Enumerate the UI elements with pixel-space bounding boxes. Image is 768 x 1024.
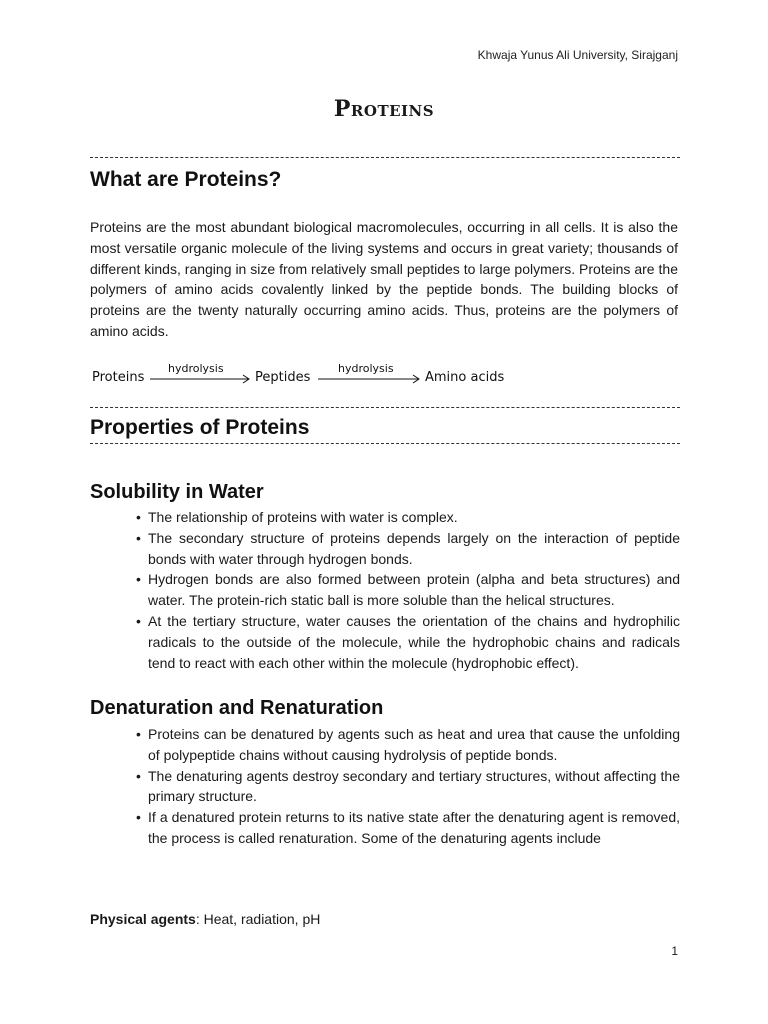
flow-middle: Peptides: [255, 370, 311, 385]
subheading-solubility: Solubility in Water: [90, 481, 264, 503]
list-item: • The relationship of proteins with water is complex.: [136, 509, 458, 525]
list-item: • Hydrogen bonds are also formed between protein (alpha and beta structures) and water. The protein-rich static ball is more soluble than the helical structures.: [136, 571, 680, 609]
divider: [90, 157, 680, 158]
physical-agents-line: [90, 911, 320, 927]
flow-step1-label: hydrolysis: [168, 362, 224, 375]
flow-arrow-2-icon: [318, 374, 424, 384]
subheading-denaturation: Denaturation and Renaturation: [90, 697, 384, 719]
flow-step2-label: hydrolysis: [338, 362, 394, 375]
flow-start: Proteins: [92, 370, 145, 385]
list-item: • At the tertiary structure, water causes the orientation of the chains and hydrophilic radicals to the outside of the molecule, while the hydrophobic chains and radicals tend to react with each other within the molecule (hydrophobic effect).: [136, 612, 680, 671]
flow-arrow-1-icon: [150, 374, 254, 384]
divider: [90, 407, 680, 408]
solubility-bullet-list: [124, 507, 680, 673]
section-heading-what: What are Proteins?: [90, 168, 282, 191]
denaturation-bullet-list: [124, 724, 680, 849]
institution-header: Khwaja Yunus Ali University, Sirajganj: [477, 48, 678, 62]
list-item: • The secondary structure of proteins depends largely on the interaction of peptide bonds with water through hydrogen bonds.: [136, 529, 680, 567]
list-item: • The denaturing agents destroy secondary and tertiary structures, without affecting the primary structure.: [136, 767, 680, 805]
hydrolysis-flow: [92, 362, 532, 392]
physical-agents-label: Physical agents: [90, 911, 196, 927]
list-item: • Proteins can be denatured by agents such as heat and urea that cause the unfolding of polypeptide chains without causing hydrolysis of peptide bonds.: [136, 726, 680, 763]
flow-end: Amino acids: [425, 370, 505, 385]
list-item: • If a denatured protein returns to its native state after the denaturing agent is removed, the process is called renaturation. Some of the denaturing agents include: [136, 809, 680, 846]
document-title: Proteins: [333, 96, 435, 122]
section-heading-properties: Properties of Proteins: [90, 416, 310, 439]
page-number: 1: [671, 944, 678, 958]
physical-agents-value: : Heat, radiation, pH: [195, 911, 321, 927]
section-paragraph-what: Proteins are the most abundant biological macromolecules, occurring in all cells. It is also the most versatile organic molecule of the living systems and occurs in great variety; thousands of different kinds, ranging in size from relatively small peptides to large polymers. Proteins are the polymers of amino acids covalently linked by the peptide bonds. The building blocks of proteins are the twenty naturally occurring amino acids. Thus, proteins are the polymers of amino acids.: [90, 219, 678, 339]
divider: [90, 443, 680, 444]
